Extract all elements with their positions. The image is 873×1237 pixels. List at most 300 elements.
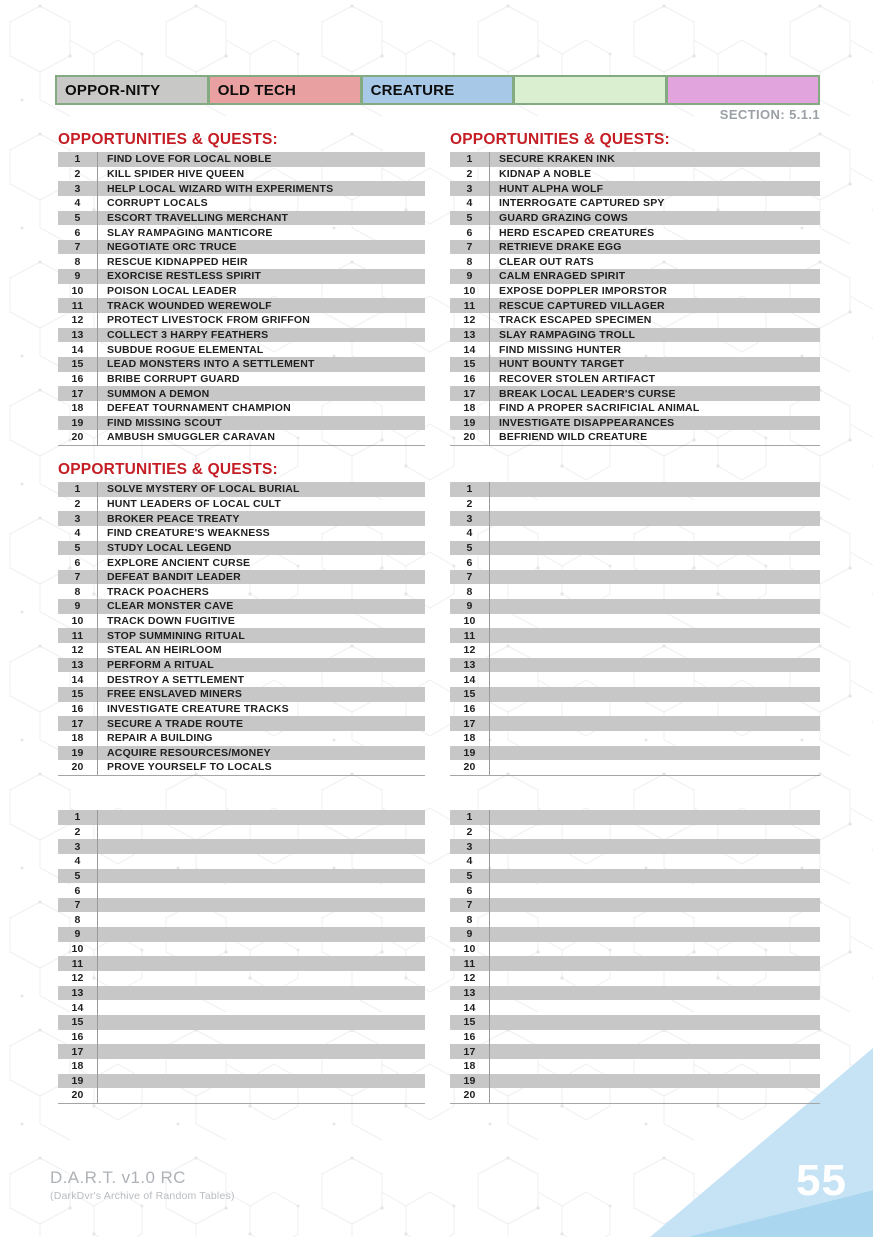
row-number: 9 xyxy=(450,269,490,284)
row-number: 13 xyxy=(450,328,490,343)
table-rows xyxy=(450,810,820,1104)
row-number: 15 xyxy=(450,687,490,702)
table-row xyxy=(450,614,820,629)
table-row xyxy=(450,482,820,497)
row-number: 16 xyxy=(58,372,98,387)
table-row xyxy=(450,1030,820,1045)
row-number: 9 xyxy=(450,599,490,614)
row-number: 20 xyxy=(58,760,98,775)
table-row xyxy=(450,284,820,299)
table-row xyxy=(58,672,425,687)
row-number: 20 xyxy=(450,760,490,775)
row-number: 8 xyxy=(450,912,490,927)
row-number: 5 xyxy=(450,541,490,556)
row-number: 15 xyxy=(58,1015,98,1030)
row-number: 7 xyxy=(58,898,98,913)
quest-table-4-empty xyxy=(450,482,820,776)
row-text xyxy=(490,716,499,731)
table-row xyxy=(58,810,425,825)
row-number: 10 xyxy=(450,284,490,299)
table-row xyxy=(450,298,820,313)
table-row xyxy=(58,716,425,731)
row-text xyxy=(98,986,107,1001)
table-row xyxy=(450,313,820,328)
row-number: 12 xyxy=(450,971,490,986)
table-row xyxy=(450,269,820,284)
table-row xyxy=(58,497,425,512)
row-number: 4 xyxy=(58,196,98,211)
table-row xyxy=(58,839,425,854)
row-number: 14 xyxy=(58,1000,98,1015)
row-text: COLLECT 3 HARPY FEATHERS xyxy=(107,329,269,341)
row-number: 3 xyxy=(450,181,490,196)
row-number: 18 xyxy=(450,1059,490,1074)
row-text: TRACK POACHERS xyxy=(107,585,209,598)
row-number: 1 xyxy=(58,482,98,497)
row-text xyxy=(98,825,107,840)
table-row xyxy=(58,284,425,299)
row-text xyxy=(490,898,499,913)
row-number: 12 xyxy=(58,313,98,328)
row-number: 2 xyxy=(450,825,490,840)
row-text xyxy=(98,854,107,869)
row-text: INVESTIGATE CREATURE TRACKS xyxy=(107,702,289,715)
row-text: EXPOSE DOPPLER IMPORSTOR xyxy=(499,285,667,298)
row-text xyxy=(490,854,499,869)
table-title: OPPORTUNITIES & QUESTS: xyxy=(58,461,278,478)
table-row xyxy=(450,927,820,942)
row-text xyxy=(490,986,499,1001)
table-row xyxy=(58,971,425,986)
row-number: 10 xyxy=(450,942,490,957)
row-number: 4 xyxy=(58,854,98,869)
table-row xyxy=(58,1088,425,1103)
row-text xyxy=(98,942,107,957)
page-number: 55 xyxy=(796,1156,847,1205)
row-text xyxy=(98,1044,107,1059)
row-text xyxy=(98,912,107,927)
row-text xyxy=(490,883,499,898)
row-text: ESCORT TRAVELLING MERCHANT xyxy=(107,211,289,224)
table-row xyxy=(58,225,425,240)
table-row xyxy=(58,401,425,416)
row-text xyxy=(490,541,499,556)
row-text: RECOVER STOLEN ARTIFACT xyxy=(499,372,656,385)
row-number: 13 xyxy=(450,658,490,673)
table-row xyxy=(450,357,820,372)
row-number: 11 xyxy=(58,956,98,971)
row-text: SECURE KRAKEN INK xyxy=(499,153,615,166)
row-text xyxy=(490,912,499,927)
table-row xyxy=(58,240,425,255)
table-row xyxy=(58,570,425,585)
table-row xyxy=(450,854,820,869)
row-number: 11 xyxy=(450,956,490,971)
row-number: 3 xyxy=(58,181,98,196)
row-number: 11 xyxy=(58,298,98,313)
row-text xyxy=(98,971,107,986)
row-text xyxy=(490,825,499,840)
table-row xyxy=(450,760,820,775)
row-number: 7 xyxy=(450,898,490,913)
table-row xyxy=(450,181,820,196)
row-text xyxy=(490,760,499,775)
row-number: 20 xyxy=(450,1088,490,1103)
row-text: HUNT LEADERS OF LOCAL CULT xyxy=(107,497,281,510)
table-row xyxy=(450,497,820,512)
table-row xyxy=(450,401,820,416)
row-text: DESTROY A SETTLEMENT xyxy=(107,673,245,686)
row-number: 13 xyxy=(58,328,98,343)
table-row xyxy=(450,1015,820,1030)
row-number: 1 xyxy=(450,482,490,497)
row-number: 14 xyxy=(450,1000,490,1015)
table-row xyxy=(450,810,820,825)
row-number: 19 xyxy=(450,416,490,431)
row-text xyxy=(98,927,107,942)
row-text: SLAY RAMPAGING MANTICORE xyxy=(107,226,273,239)
tab-empty-pink[interactable] xyxy=(668,77,818,103)
row-text xyxy=(490,1074,499,1089)
row-number: 16 xyxy=(58,1030,98,1045)
row-text: ACQUIRE RESOURCES/MONEY xyxy=(107,746,271,759)
row-text: KIDNAP A NOBLE xyxy=(499,167,592,180)
row-text: CORRUPT LOCALS xyxy=(107,197,208,210)
row-number: 17 xyxy=(450,1044,490,1059)
table-row xyxy=(58,328,425,343)
row-number: 1 xyxy=(450,810,490,825)
row-text: FREE ENSLAVED MINERS xyxy=(107,688,243,701)
table-row xyxy=(58,986,425,1001)
table-row xyxy=(58,342,425,357)
row-text: PERFORM A RITUAL xyxy=(107,659,214,671)
row-number: 15 xyxy=(58,357,98,372)
row-text: STUDY LOCAL LEGEND xyxy=(107,541,232,554)
quest-table-1 xyxy=(58,131,425,446)
table-rows xyxy=(58,810,425,1104)
row-text: DEFEAT TOURNAMENT CHAMPION xyxy=(107,402,291,415)
row-text: RETRIEVE DRAKE EGG xyxy=(499,241,622,254)
tab-opportunity[interactable]: OPPOR-NITY xyxy=(57,77,207,103)
row-text: TRACK WOUNDED WEREWOLF xyxy=(107,299,272,312)
row-text xyxy=(490,584,499,599)
table-row xyxy=(450,511,820,526)
row-number: 9 xyxy=(58,927,98,942)
table-row xyxy=(58,541,425,556)
row-text: GUARD GRAZING COWS xyxy=(499,211,629,224)
row-number: 17 xyxy=(58,386,98,401)
row-text xyxy=(98,1030,107,1045)
row-number: 19 xyxy=(450,746,490,761)
table-row xyxy=(450,986,820,1001)
row-text: FIND CREATURE'S WEAKNESS xyxy=(107,527,270,540)
row-number: 2 xyxy=(58,825,98,840)
table-row xyxy=(58,825,425,840)
table-row xyxy=(450,643,820,658)
row-text xyxy=(98,1015,107,1030)
row-number: 4 xyxy=(450,854,490,869)
row-text: REPAIR A BUILDING xyxy=(107,732,213,745)
row-text: KILL SPIDER HIVE QUEEN xyxy=(107,167,245,180)
row-number: 16 xyxy=(450,702,490,717)
row-number: 12 xyxy=(450,313,490,328)
row-text: STOP SUMMINING RITUAL xyxy=(107,629,245,642)
row-text xyxy=(490,746,499,761)
row-number: 15 xyxy=(58,687,98,702)
table-row xyxy=(58,731,425,746)
table-row xyxy=(58,269,425,284)
table-row xyxy=(450,825,820,840)
table-row xyxy=(450,1074,820,1089)
row-text: HERD ESCAPED CREATURES xyxy=(499,226,655,239)
table-row xyxy=(58,927,425,942)
table-row xyxy=(58,643,425,658)
table-row xyxy=(450,912,820,927)
row-text: CLEAR MONSTER CAVE xyxy=(107,600,234,613)
row-number: 20 xyxy=(58,430,98,445)
table-rows xyxy=(450,152,820,446)
table-row xyxy=(450,570,820,585)
row-number: 4 xyxy=(450,526,490,541)
table-row xyxy=(58,746,425,761)
row-number: 3 xyxy=(58,511,98,526)
table-row xyxy=(58,898,425,913)
tab-empty-green[interactable] xyxy=(515,77,665,103)
row-number: 3 xyxy=(450,511,490,526)
table-row xyxy=(58,313,425,328)
row-text: FIND MISSING SCOUT xyxy=(107,416,223,429)
table-row xyxy=(450,167,820,182)
table-row xyxy=(450,687,820,702)
row-number: 8 xyxy=(58,912,98,927)
row-number: 8 xyxy=(450,254,490,269)
row-number: 13 xyxy=(58,986,98,1001)
row-text: EXORCISE RESTLESS SPIRIT xyxy=(107,270,262,283)
row-text xyxy=(490,482,499,497)
row-text: BROKER PEACE TREATY xyxy=(107,512,240,525)
row-text xyxy=(98,883,107,898)
row-number: 13 xyxy=(450,986,490,1001)
row-text: EXPLORE ANCIENT CURSE xyxy=(107,556,251,569)
row-text: LEAD MONSTERS INTO A SETTLEMENT xyxy=(107,358,315,371)
row-number: 17 xyxy=(450,386,490,401)
table-row xyxy=(450,430,820,445)
table-rows xyxy=(58,482,425,776)
row-number: 18 xyxy=(58,731,98,746)
row-text: SUBDUE ROGUE ELEMENTAL xyxy=(107,343,264,356)
tab-creature[interactable]: CREATURE xyxy=(363,77,513,103)
row-number: 14 xyxy=(58,672,98,687)
row-number: 2 xyxy=(58,167,98,182)
table-row xyxy=(450,746,820,761)
row-number: 18 xyxy=(450,401,490,416)
table-row xyxy=(450,628,820,643)
table-row xyxy=(58,1000,425,1015)
row-number: 8 xyxy=(450,584,490,599)
row-text xyxy=(490,702,499,717)
row-number: 4 xyxy=(58,526,98,541)
row-text xyxy=(490,971,499,986)
row-text: POISON LOCAL LEADER xyxy=(107,285,237,298)
row-text: RESCUE KIDNAPPED HEIR xyxy=(107,255,248,268)
row-number: 3 xyxy=(450,839,490,854)
row-number: 6 xyxy=(450,225,490,240)
row-text: FIND A PROPER SACRIFICIAL ANIMAL xyxy=(499,402,700,415)
row-number: 12 xyxy=(58,971,98,986)
row-number: 14 xyxy=(450,672,490,687)
row-text xyxy=(490,628,499,643)
row-number: 10 xyxy=(450,614,490,629)
table-rows xyxy=(450,482,820,776)
row-number: 2 xyxy=(450,497,490,512)
row-text xyxy=(98,1000,107,1015)
table-rows xyxy=(58,152,425,446)
row-number: 15 xyxy=(450,1015,490,1030)
table-row xyxy=(58,702,425,717)
row-text: INTERROGATE CAPTURED SPY xyxy=(499,197,665,210)
table-row xyxy=(450,731,820,746)
row-text xyxy=(490,570,499,585)
table-title: OPPORTUNITIES & QUESTS: xyxy=(450,131,670,148)
table-row xyxy=(450,225,820,240)
row-number: 8 xyxy=(58,584,98,599)
table-row xyxy=(58,181,425,196)
row-text xyxy=(490,1044,499,1059)
table-row xyxy=(450,956,820,971)
row-text: HELP LOCAL WIZARD WITH EXPERIMENTS xyxy=(107,182,334,195)
row-number: 19 xyxy=(58,1074,98,1089)
row-number: 7 xyxy=(58,570,98,585)
row-text: TRACK DOWN FUGITIVE xyxy=(107,615,236,628)
table-row xyxy=(450,1088,820,1103)
row-number: 19 xyxy=(58,746,98,761)
row-number: 15 xyxy=(450,357,490,372)
table-row xyxy=(58,584,425,599)
quest-table-5-empty xyxy=(58,810,425,1104)
row-number: 12 xyxy=(450,643,490,658)
row-text: SOLVE MYSTERY OF LOCAL BURIAL xyxy=(107,483,300,496)
row-text: FIND MISSING HUNTER xyxy=(499,343,622,356)
table-row xyxy=(58,869,425,884)
row-text xyxy=(98,1074,107,1089)
row-number: 5 xyxy=(450,211,490,226)
table-row xyxy=(58,687,425,702)
table-row xyxy=(58,883,425,898)
row-number: 17 xyxy=(58,1044,98,1059)
row-text xyxy=(490,687,499,702)
table-row xyxy=(450,152,820,167)
row-text: SECURE A TRADE ROUTE xyxy=(107,717,244,730)
table-row xyxy=(58,152,425,167)
footer-title: D.A.R.T. v1.0 RC xyxy=(50,1168,186,1187)
table-row xyxy=(58,526,425,541)
row-number: 6 xyxy=(58,225,98,240)
table-row xyxy=(450,839,820,854)
table-row xyxy=(58,1059,425,1074)
table-row xyxy=(58,614,425,629)
table-row xyxy=(58,511,425,526)
row-text xyxy=(490,1030,499,1045)
table-row xyxy=(450,416,820,431)
quest-table-6-empty xyxy=(450,810,820,1104)
row-text: BRIBE CORRUPT GUARD xyxy=(107,372,240,385)
row-text: HUNT BOUNTY TARGET xyxy=(499,358,625,371)
row-number: 11 xyxy=(450,628,490,643)
row-text xyxy=(98,810,107,825)
row-number: 16 xyxy=(450,372,490,387)
table-row xyxy=(450,541,820,556)
table-row xyxy=(58,372,425,387)
table-row xyxy=(58,167,425,182)
table-row xyxy=(450,942,820,957)
table-row xyxy=(58,298,425,313)
quest-table-2 xyxy=(450,131,820,446)
table-row xyxy=(450,526,820,541)
table-row xyxy=(450,702,820,717)
row-number: 18 xyxy=(58,401,98,416)
row-text xyxy=(490,731,499,746)
row-number: 2 xyxy=(450,167,490,182)
row-number: 10 xyxy=(58,284,98,299)
row-text xyxy=(490,555,499,570)
row-number: 10 xyxy=(58,614,98,629)
table-row xyxy=(58,254,425,269)
table-row xyxy=(58,211,425,226)
table-row xyxy=(58,1030,425,1045)
row-text: SUMMON A DEMON xyxy=(107,387,210,400)
row-number: 1 xyxy=(450,152,490,167)
table-row xyxy=(58,357,425,372)
row-text xyxy=(490,956,499,971)
row-number: 9 xyxy=(450,927,490,942)
table-row xyxy=(450,372,820,387)
table-row xyxy=(450,555,820,570)
table-row xyxy=(58,760,425,775)
row-number: 7 xyxy=(450,240,490,255)
row-number: 11 xyxy=(58,628,98,643)
row-number: 19 xyxy=(58,416,98,431)
table-row xyxy=(450,254,820,269)
row-text xyxy=(490,1000,499,1015)
row-number: 5 xyxy=(58,541,98,556)
row-number: 20 xyxy=(58,1088,98,1103)
row-text: PROTECT LIVESTOCK FROM GRIFFON xyxy=(107,314,310,327)
row-number: 12 xyxy=(58,643,98,658)
table-row xyxy=(58,482,425,497)
row-number: 18 xyxy=(450,731,490,746)
row-text: SLAY RAMPAGING TROLL xyxy=(499,329,636,341)
row-number: 6 xyxy=(58,883,98,898)
row-text xyxy=(490,599,499,614)
table-row xyxy=(58,1044,425,1059)
row-text xyxy=(490,1015,499,1030)
quest-table-3 xyxy=(58,461,425,776)
table-title: OPPORTUNITIES & QUESTS: xyxy=(58,131,278,148)
table-row xyxy=(450,672,820,687)
row-text xyxy=(490,511,499,526)
row-text xyxy=(98,956,107,971)
row-text xyxy=(490,1059,499,1074)
row-number: 19 xyxy=(450,1074,490,1089)
row-number: 9 xyxy=(58,599,98,614)
row-text: DEFEAT BANDIT LEADER xyxy=(107,571,241,584)
table-row xyxy=(450,1044,820,1059)
tab-old-tech[interactable]: OLD TECH xyxy=(210,77,360,103)
row-text xyxy=(490,672,499,687)
row-number: 5 xyxy=(58,211,98,226)
row-number: 9 xyxy=(58,269,98,284)
row-number: 2 xyxy=(58,497,98,512)
